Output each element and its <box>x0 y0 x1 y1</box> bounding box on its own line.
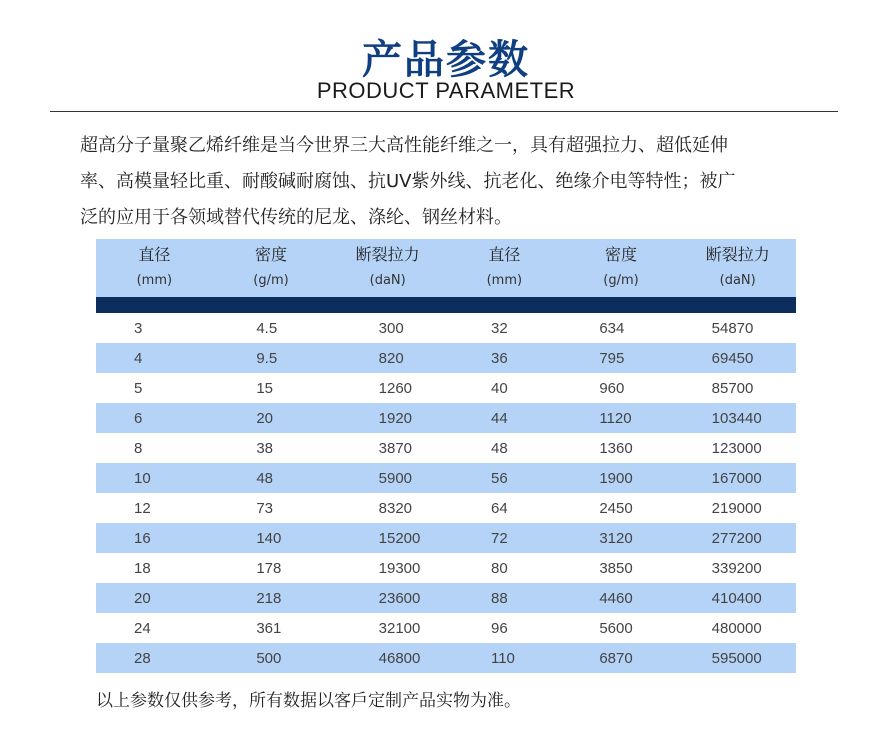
table-row <box>96 313 796 343</box>
table-row <box>96 643 796 673</box>
table-cell: 38 <box>256 439 274 457</box>
table-cell: 1920 <box>378 409 413 427</box>
table-row <box>96 433 796 463</box>
title-divider <box>50 111 838 112</box>
table-cell: 8 <box>134 439 143 457</box>
table-cell: 85700 <box>711 379 754 397</box>
table-cell: 15 <box>256 379 274 397</box>
table-cell: 960 <box>599 379 625 397</box>
table-header <box>96 239 796 297</box>
table-cell: 820 <box>378 349 404 367</box>
table-cell: 595000 <box>711 649 762 667</box>
table-cell: 32 <box>490 319 508 337</box>
header-cell-density <box>213 239 330 297</box>
table-cell: 123000 <box>711 439 762 457</box>
table-cell: 72 <box>490 529 508 547</box>
header-label: 直径 <box>138 245 171 264</box>
table-cell: 6870 <box>599 649 633 667</box>
table-row <box>96 523 796 553</box>
table-cell: 110 <box>490 649 515 667</box>
table-cell: 3850 <box>599 559 633 577</box>
header-cell-diameter-2 <box>446 239 563 297</box>
table-cell: 73 <box>256 499 274 517</box>
table-cell: 4 <box>134 349 143 367</box>
table-cell: 56 <box>490 469 508 487</box>
table-cell: 64 <box>490 499 508 517</box>
table-cell: 96 <box>490 619 508 637</box>
table-cell: 3 <box>134 319 143 337</box>
header-label: 直径 <box>488 245 521 264</box>
table-body <box>96 313 796 673</box>
table-cell: 9.5 <box>256 349 278 367</box>
table-cell: 20 <box>134 589 151 607</box>
table-cell: 167000 <box>711 469 762 487</box>
table-row <box>96 493 796 523</box>
header-label: 密度 <box>605 245 638 264</box>
table-cell: 5600 <box>599 619 633 637</box>
page-subtitle: PRODUCT PARAMETER <box>316 78 576 103</box>
table-cell: 16 <box>134 529 151 547</box>
table-cell: 3120 <box>599 529 633 547</box>
header-label: 断裂拉力 <box>355 245 420 264</box>
header-label: 断裂拉力 <box>705 245 770 264</box>
table-cell: 18 <box>134 559 151 577</box>
intro-line: 率、高模量轻比重、耐酸碱耐腐蚀、抗UV紫外线、抗老化、绝缘介电等特性；被广 <box>80 171 736 192</box>
table-cell: 5900 <box>378 469 413 487</box>
table-row <box>96 613 796 643</box>
header-unit: (g/m) <box>603 273 639 288</box>
table-cell: 5 <box>134 379 143 397</box>
footer-note: 以上参数仅供参考，所有数据以客戶定制产品实物为准。 <box>96 691 521 711</box>
table-cell: 500 <box>256 649 282 667</box>
table-cell: 634 <box>599 319 625 337</box>
table-cell: 15200 <box>378 529 421 547</box>
header-cell-density-2 <box>563 239 680 297</box>
header-label: 密度 <box>255 245 288 264</box>
table-cell: 40 <box>490 379 508 397</box>
intro-paragraph <box>80 128 830 236</box>
table-cell: 1900 <box>599 469 633 487</box>
table-cell: 46800 <box>378 649 421 667</box>
header-unit: (mm) <box>136 273 173 288</box>
table-cell: 23600 <box>378 589 421 607</box>
table-row <box>96 373 796 403</box>
table-cell: 140 <box>256 529 282 547</box>
parameter-table <box>96 239 796 673</box>
table-cell: 54870 <box>711 319 754 337</box>
table-cell: 4460 <box>599 589 633 607</box>
table-cell: 361 <box>256 619 282 637</box>
table-cell: 300 <box>378 319 404 337</box>
table-cell: 12 <box>134 499 151 517</box>
table-cell: 178 <box>256 559 282 577</box>
table-cell: 48 <box>490 439 508 457</box>
table-cell: 480000 <box>711 619 762 637</box>
table-cell: 44 <box>490 409 508 427</box>
header-cell-breaking-force <box>329 239 446 297</box>
header-band <box>96 297 796 313</box>
table-cell: 219000 <box>711 499 762 517</box>
table-cell: 1360 <box>599 439 633 457</box>
header-unit: (mm) <box>486 273 523 288</box>
table-cell: 6 <box>134 409 143 427</box>
table-cell: 20 <box>256 409 274 427</box>
table-row <box>96 463 796 493</box>
header-unit: (g/m) <box>253 273 289 288</box>
table-cell: 339200 <box>711 559 762 577</box>
intro-line: 泛的应用于各领域替代传统的尼龙、涤纶、钢丝材料。 <box>80 207 512 228</box>
table-cell: 103440 <box>711 409 762 427</box>
table-cell: 1260 <box>378 379 413 397</box>
table-cell: 24 <box>134 619 151 637</box>
table-row <box>96 343 796 373</box>
page-title: 产品参数 <box>362 37 530 83</box>
table-cell: 19300 <box>378 559 421 577</box>
table-cell: 69450 <box>711 349 754 367</box>
table-cell: 28 <box>134 649 151 667</box>
header-unit: (daN) <box>719 273 756 288</box>
table-cell: 48 <box>256 469 274 487</box>
table-cell: 8320 <box>378 499 413 517</box>
table-cell: 2450 <box>599 499 633 517</box>
table-row <box>96 553 796 583</box>
table-cell: 80 <box>490 559 508 577</box>
table-cell: 3870 <box>378 439 413 457</box>
header-cell-breaking-force-2 <box>679 239 796 297</box>
table-row <box>96 583 796 613</box>
table-cell: 218 <box>256 589 282 607</box>
table-cell: 795 <box>599 349 625 367</box>
table-cell: 1120 <box>599 409 632 427</box>
header-unit: (daN) <box>369 273 406 288</box>
table-cell: 36 <box>490 349 508 367</box>
header-cell-diameter <box>96 239 213 297</box>
table-cell: 32100 <box>378 619 421 637</box>
table-cell: 4.5 <box>256 319 278 337</box>
table-cell: 277200 <box>711 529 762 547</box>
table-cell: 410400 <box>711 589 762 607</box>
intro-line: 超高分子量聚乙烯纤维是当今世界三大高性能纤维之一，具有超强拉力、超低延伸 <box>80 135 728 156</box>
table-row <box>96 403 796 433</box>
table-cell: 10 <box>134 469 151 487</box>
table-cell: 88 <box>490 589 508 607</box>
